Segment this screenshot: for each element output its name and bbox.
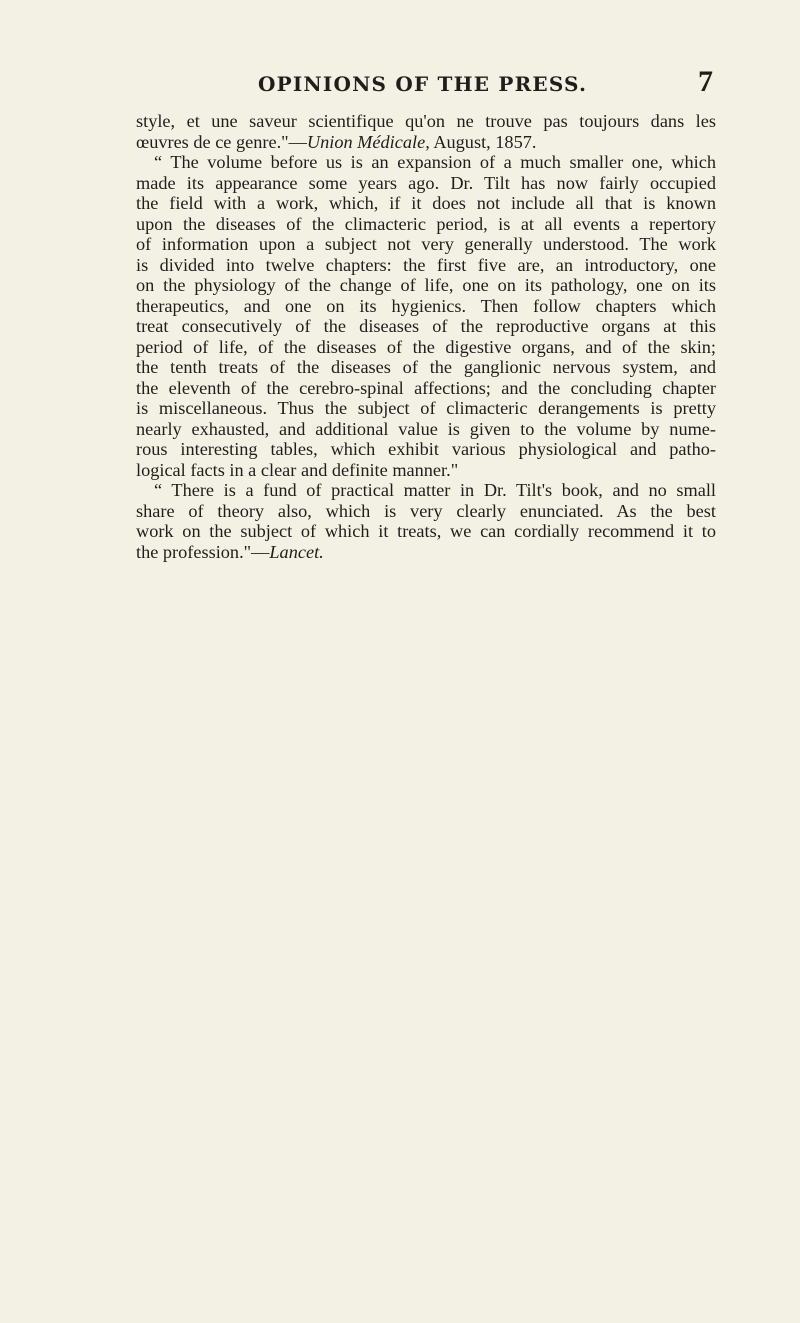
- quote-date: August, 1857.: [429, 131, 537, 152]
- text-line: is miscellaneous. Thus the subject of climacteric derangements is pretty: [136, 398, 716, 418]
- text-line: the tenth treats of the diseases of the ganglionic nervous system, and: [136, 357, 716, 377]
- text-line: of information upon a subject not very generally understood. The work: [136, 234, 716, 254]
- text-line: therapeutics, and one on its hygienics. Then follow chapters which: [136, 295, 716, 316]
- text-line: on the physiology of the change of life, one on its pathology, one on its: [136, 275, 716, 295]
- text-line: share of theory also, which is very clearly enunciated. As the best: [136, 500, 716, 521]
- text-line: “ The volume before us is an expansion of a much smaller one, which: [154, 152, 716, 172]
- text-line: the eleventh of the cerebro-spinal affections; and the concluding chapter: [136, 377, 716, 398]
- quote-text: œuvres de ce genre."—: [136, 131, 307, 152]
- text-line: “ There is a fund of practical matter in Dr. Tilt's book, and no small: [154, 480, 716, 500]
- text-line: period of life, of the diseases of the digestive organs, and of the skin;: [136, 336, 716, 357]
- running-head: [0, 64, 800, 100]
- page-number: 7: [698, 65, 713, 98]
- text-line: work on the subject of which it treats, we can cordially recommend it to: [136, 521, 716, 541]
- quote-source: Lancet.: [269, 541, 324, 562]
- quote-text: the profession."—: [136, 541, 270, 562]
- text-line: rous interesting tables, which exhibit various physiological and patho-: [136, 439, 716, 459]
- text-line: the field with a work, which, if it does not include all that is known: [136, 193, 716, 213]
- text-line: nearly exhausted, and additional value is given to the volume by nume-: [136, 418, 716, 439]
- text-line: treat consecutively of the diseases of the reproductive organs at this: [136, 316, 716, 336]
- text-line: style, et une saveur scientifique qu'on ne trouve pas toujours dans les: [136, 111, 716, 131]
- quote-source: Union Médicale,: [306, 131, 430, 152]
- text-line: logical facts in a clear and definite manner.": [136, 459, 459, 480]
- text-line: [136, 132, 716, 153]
- text-line: made its appearance some years ago. Dr. Tilt has now fairly occupied: [136, 172, 716, 193]
- text-line: is divided into twelve chapters: the first five are, an introductory, one: [136, 254, 716, 275]
- running-title: OPINIONS OF THE PRESS.: [258, 72, 588, 96]
- body-text: [136, 111, 716, 562]
- text-line: [136, 542, 716, 563]
- text-line: upon the diseases of the climacteric period, is at all events a repertory: [136, 213, 716, 234]
